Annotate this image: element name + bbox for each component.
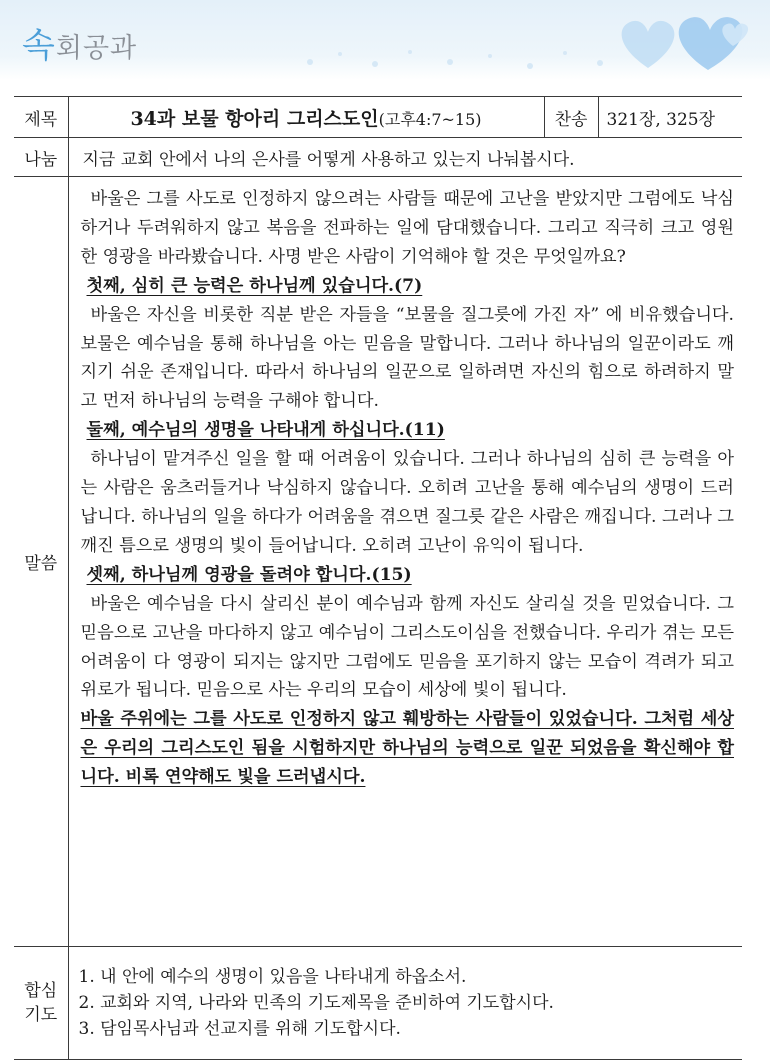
lesson-table <box>14 96 742 1060</box>
title-row <box>14 97 742 138</box>
lesson-title-cell <box>68 97 544 138</box>
word-row <box>14 177 742 947</box>
brand-first-char: 속 <box>22 26 56 66</box>
prayer-list <box>68 947 742 1060</box>
brand-title <box>22 18 137 67</box>
prayer-label-line-1: 합심 <box>24 981 58 1001</box>
prayer-item: 2. 교회와 지역, 나라와 민족의 기도제목을 준비하여 기도합시다. <box>78 993 554 1013</box>
decorative-dots-icon <box>300 44 630 74</box>
lesson-title: 34과 보물 항아리 그리스도인 <box>130 107 379 130</box>
page-header <box>0 0 770 80</box>
point-3-paragraph: 바울은 예수님을 다시 살리신 분이 예수님과 함께 자신도 살리실 것을 믿었습니다. 그 믿음으로 고난을 마다하지 않고 예수님이 그리스도이심을 전했습니다. 우리가 겪는 모든 어려움이 다 영광이 되지는 않지만 그럼에도 믿음을 포기하지 않는 모습이 격려가 되고 위로가 됩니다. 믿음으로 사는 우리의 모습이 세상에 빛이 됩니다. <box>80 593 734 701</box>
prayer-label-line-2: 기도 <box>24 1005 58 1025</box>
brand-rest: 회공과 <box>55 33 138 64</box>
point-2-paragraph: 하나님이 맡겨주신 일을 할 때 어려움이 있습니다. 그러나 하나님의 심히 큰 능력을 아는 사람은 움츠러들거나 낙심하지 않습니다. 오히려 고난을 통해 예수님의 생명이 드러납니다. 하나님의 일을 하다가 어려움을 겪으면 질그릇 같은 사람은 깨집니다. 그러나 그 깨진 틈으로 생명의 빛이 들어납니다. 오히려 고난이 유익이 됩니다. <box>80 449 734 556</box>
prayer-label <box>14 947 68 1060</box>
share-label: 나눔 <box>14 138 68 177</box>
hymn-numbers: 321장, 325장 <box>598 97 742 138</box>
scripture-reference: (고후4:7~15) <box>378 109 482 129</box>
point-1-heading: 첫째, 심히 큰 능력은 하나님께 있습니다.(7) <box>86 275 423 296</box>
point-1-paragraph: 바울은 자신을 비롯한 직분 받은 자들을 “보물을 질그릇에 가진 자” 에 비유했습니다. 보물은 예수님을 통해 하나님을 아는 믿음을 말합니다. 그러나 하나님의 일꾼이라도 깨지기 쉬운 존재입니다. 따라서 하나님의 일꾼으로 일하려면 자신의 힘으로 하려하지 말고 먼저 하나님의 능력을 구해야 합니다. <box>80 304 734 412</box>
share-text: 지금 교회 안에서 나의 은사를 어떻게 사용하고 있는지 나눠봅시다. <box>68 138 742 177</box>
word-body <box>68 177 742 947</box>
prayer-item: 1. 내 안에 예수의 생명이 있음을 나타내게 하옵소서. <box>78 967 467 987</box>
prayer-item: 3. 담임목사님과 선교지를 위해 기도합시다. <box>78 1019 401 1039</box>
intro-paragraph: 바울은 그를 사도로 인정하지 않으려는 사람들 때문에 고난을 받았지만 그럼에도 낙심하거나 두려워하지 않고 복음을 전파하는 일에 담대했습니다. 그리고 직극히 크고 영원한 영광을 바라봤습니다. 사명 받은 사람이 기억해야 할 것은 무엇일까요? <box>80 189 734 267</box>
hymn-label: 찬송 <box>544 97 598 138</box>
word-label: 말씀 <box>14 177 68 947</box>
hearts-icon <box>608 6 758 76</box>
closing-statement: 바울 주위에는 그를 사도로 인정하지 않고 훼방하는 사람들이 있었습니다. 그처럼 세상은 우리의 그리스도인 됨을 시험하지만 하나님의 능력으로 일꾼 되었음을 확신해야 합니다. 비록 연약해도 빛을 드러냅시다. <box>80 709 734 788</box>
share-row <box>14 138 742 177</box>
point-3-heading: 셋째, 하나님께 영광을 돌려야 합니다.(15) <box>86 564 412 585</box>
prayer-row <box>14 947 742 1060</box>
point-2-heading: 둘째, 예수님의 생명을 나타내게 하십니다.(11) <box>86 420 445 441</box>
title-label: 제목 <box>14 97 68 138</box>
